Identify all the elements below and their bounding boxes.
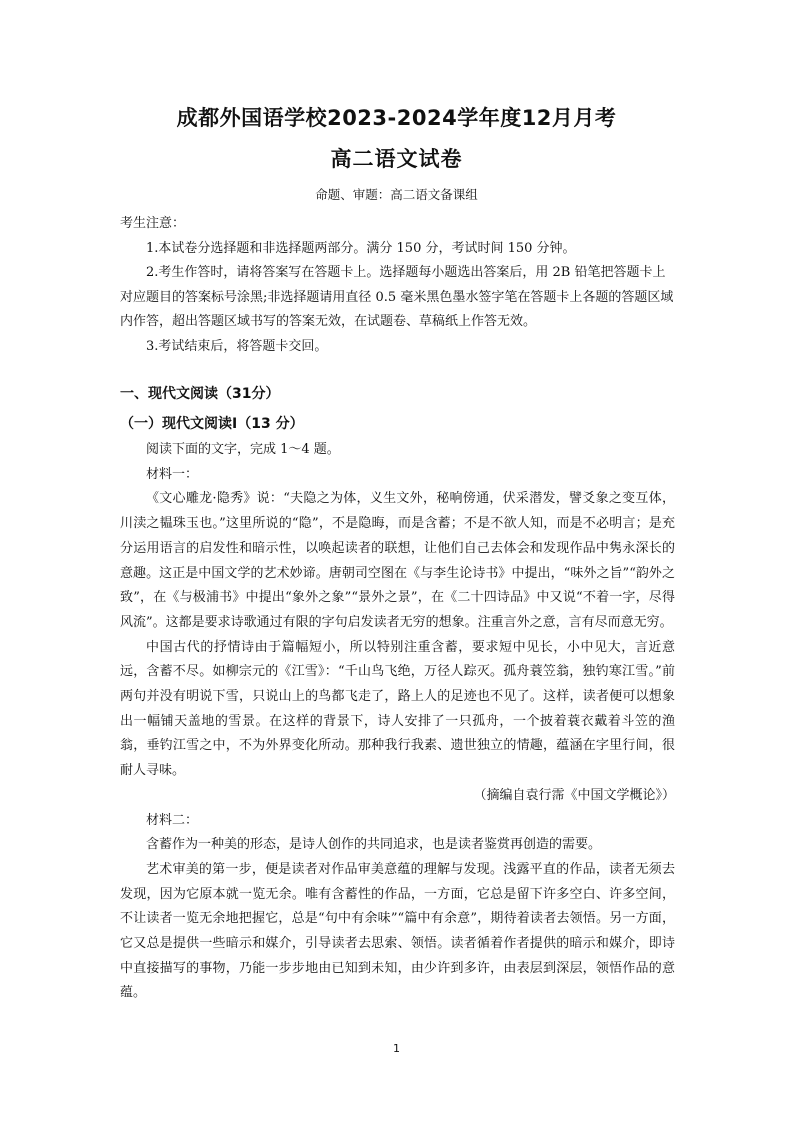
material-2-label: 材料二： <box>146 812 199 828</box>
candidate-notice <box>120 212 675 359</box>
material-2-paragraph-2: 艺术审美的第一步，便是读者对作品审美意蕴的理解与发现。浅露平直的作品，读者无须去发现，因为它原本就一览无余。唯有含蓄性的作品，一方面，它总是留下许多空白、许多空间，不让读者一览无余地把握它，总是“句中有余味”“篇中有余意”，期待着读者去领悟。另一方面，它又总是提供一些暗示和媒介，引导读者去思索、领悟。读者循着作者提供的暗示和媒介，即诗中直接描写的事物，乃能一步步地由已知到未知，由少许到多许，由表层到深层，领悟作品的意蕴。 <box>120 861 675 1001</box>
notice-item-1: 1.本试卷分选择题和非选择题两部分。满分 150 分，考试时间 150 分钟。 <box>146 240 576 256</box>
page-number: 1 <box>393 1042 400 1055</box>
reading-instruction: 阅读下面的文字，完成 1～4 题。 <box>146 442 340 457</box>
material-1-label: 材料一： <box>146 466 199 482</box>
material-1-source: （摘编自袁行霈《中国文学概论》） <box>473 787 675 803</box>
exam-byline: 命题、审题：高二语文备课组 <box>315 187 478 202</box>
notice-heading: 考生注意： <box>120 216 186 231</box>
exam-title: 成都外国语学校2023-2024学年度12月月考 <box>176 106 617 130</box>
subsection-title: （一）现代文阅读Ⅰ（13 分） <box>120 416 304 432</box>
material-2-paragraph-1: 含蓄作为一种美的形态，是诗人创作的共同追求，也是读者鉴赏再创造的需要。 <box>146 837 602 853</box>
exam-subtitle: 高二语文试卷 <box>330 147 463 171</box>
reading-passage <box>120 438 675 1006</box>
notice-item-3: 3.考试结束后，将答题卡交回。 <box>146 338 328 354</box>
material-1-paragraph-1: 《文心雕龙·隐秀》说：“夫隐之为体，义生文外，秘响傍通，伏采潜发，譬爻象之变互体，川渎之韫珠玉也。”这里所说的“隐”，不是隐晦，而是含蓄；不是不欲人知，而是不必明言；是充分运用语言的启发性和暗示性，以唤起读者的联想，让他们自己去体会和发现作品中隽永深长的意趣。这正是中国文学的艺术妙谛。唐朝司空图在《与李生论诗书》中提出，“味外之旨”“韵外之致”，在《与极浦书》中提出“象外之象”“景外之景”，在《二十四诗品》中又说“不着一字，尽得风流”。这都是要求诗歌通过有限的字句启发读者无穷的想象。注重言外之意，言有尽而意无穷。 <box>120 491 675 630</box>
section-title: 一、现代文阅读（31分） <box>120 386 280 402</box>
notice-item-2: 2.考生作答时，请将答案写在答题卡上。选择题每小题选出答案后，用 2B 铅笔把答题卡上对应题目的答案标号涂黑;非选择题请用直径 0.5 毫米黑色墨水签字笔在答题卡上各题的答题区域内作答，超出答题区域书写的答案无效，在试题卷、草稿纸上作答无效。 <box>120 265 674 329</box>
material-1-paragraph-2: 中国古代的抒情诗由于篇幅短小，所以特别注重含蓄，要求短中见长，小中见大，言近意远，含蓄不尽。如柳宗元的《江雪》：“千山鸟飞绝，万径人踪灭。孤舟蓑笠翁，独钓寒江雪。”前两句并没有明说下雪，只说山上的鸟都飞走了，路上人的足迹也不见了。这样，读者便可以想象出一幅铺天盖地的雪景。在这样的背景下，诗人安排了一只孤舟，一个披着蓑衣戴着斗笠的渔翁，垂钓江雪之中，不为外界变化所动。那种我行我素、遗世独立的情趣，蕴涵在字里行间，很耐人寻味。 <box>120 639 675 779</box>
